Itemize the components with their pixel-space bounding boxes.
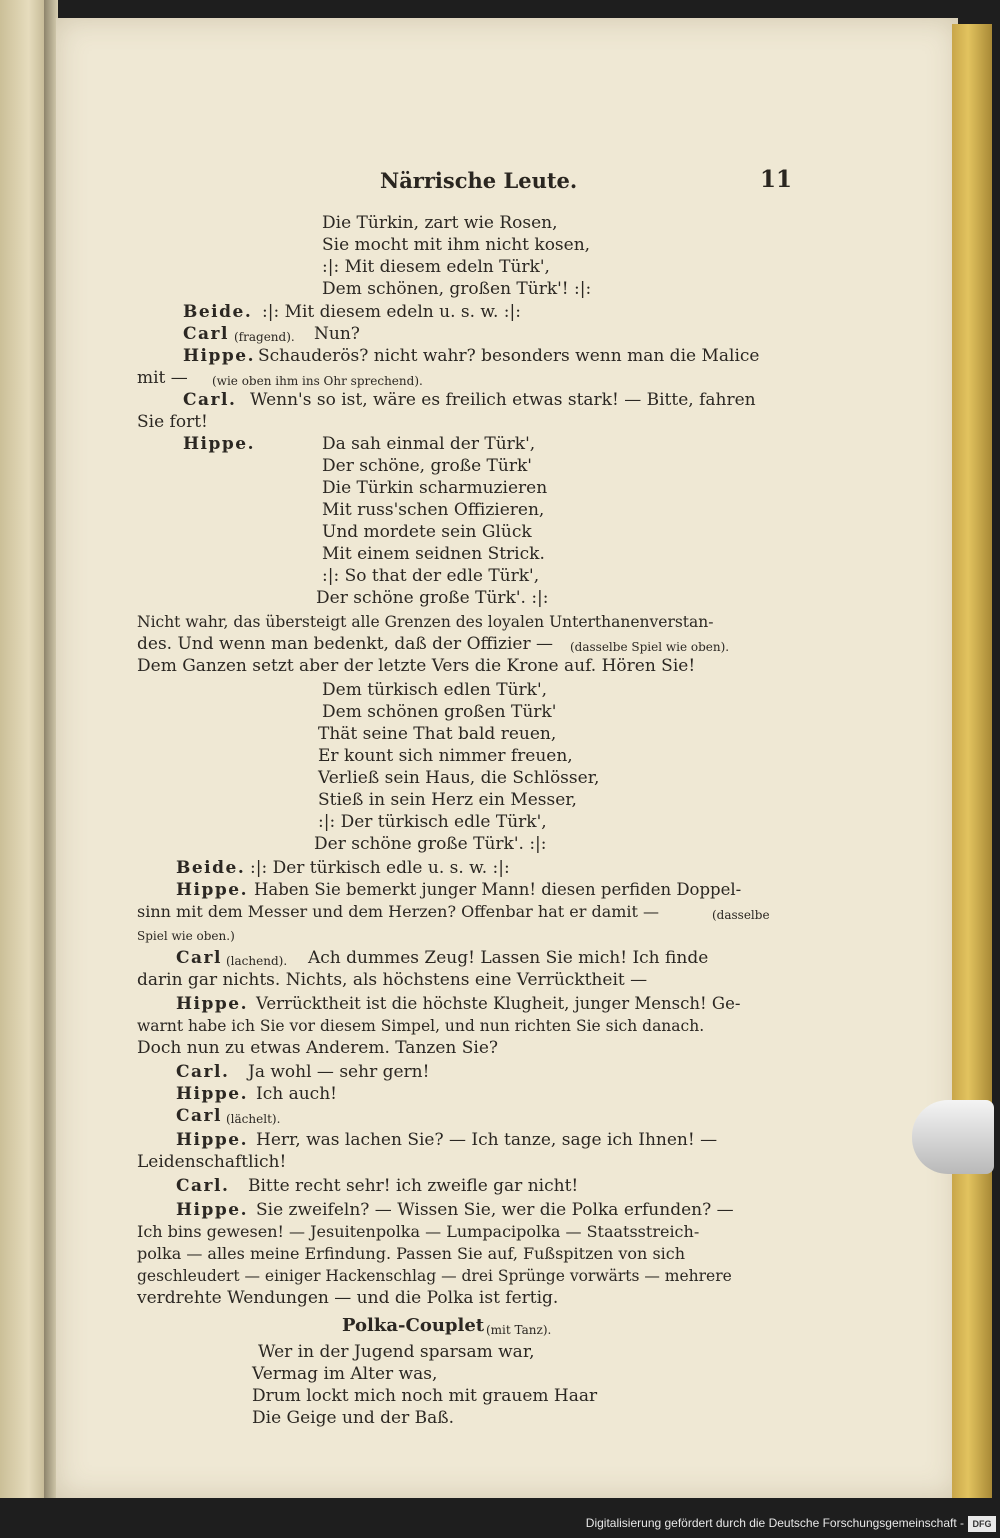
verse-line: Der schöne, große Türk'	[322, 456, 532, 476]
verse-line: Thät seine That bald reuen,	[318, 724, 557, 744]
verse-line: Mit einem seidnen Strick.	[322, 544, 545, 564]
verse-line: Die Türkin scharmuzieren	[322, 478, 548, 498]
verse-line: Dem türkisch edlen Türk',	[322, 680, 548, 700]
stage-direction: (dasselbe	[712, 908, 770, 922]
verse-line: Wer in der Jugend sparsam war,	[258, 1342, 535, 1362]
stage-direction: (wie oben ihm ins Ohr sprechend).	[212, 374, 423, 388]
speaker-name: Hippe.	[183, 346, 256, 366]
dialogue-text: Leidenschaftlich!	[137, 1152, 287, 1172]
speaker-name: Carl	[176, 1106, 222, 1126]
speaker-name: Hippe.	[176, 880, 249, 900]
verse-line: Er kount sich nimmer freuen,	[318, 746, 573, 766]
facing-page-edge	[0, 0, 48, 1538]
speaker-name: Carl	[176, 948, 222, 968]
dialogue-text: Verrücktheit ist die höchste Klugheit, junger Mensch! Ge-	[256, 994, 741, 1013]
speaker-name: Carl.	[176, 1176, 230, 1196]
speaker-name: Hippe.	[176, 1084, 249, 1104]
dialogue-text: sinn mit dem Messer und dem Herzen? Offenbar hat er damit —	[137, 902, 660, 921]
dialogue-text: Nun?	[314, 324, 360, 344]
stage-direction: (lachend).	[226, 954, 288, 968]
running-head-title: Närrische Leute.	[380, 168, 578, 193]
dialogue-text: Doch nun zu etwas Anderem. Tanzen Sie?	[137, 1038, 499, 1058]
dialogue-text: darin gar nichts. Nichts, als höchstens eine Verrücktheit —	[137, 970, 648, 990]
verse-line: Sie mocht mit ihm nicht kosen,	[322, 235, 591, 255]
stage-direction: (mit Tanz).	[486, 1323, 552, 1337]
dialogue-text: geschleudert — einiger Hackenschlag — drei Sprünge vorwärts — mehrere	[137, 1267, 732, 1285]
dfg-logo: DFG	[968, 1516, 996, 1532]
dialogue-text: Herr, was lachen Sie? — Ich tanze, sage ich Ihnen! —	[256, 1130, 718, 1150]
page-edge-stack	[952, 24, 992, 1498]
dialogue-text: Sie fort!	[137, 412, 208, 432]
verse-line: :|: Der türkisch edle Türk',	[318, 812, 547, 832]
verse-line: :|: So that der edle Türk',	[322, 566, 540, 586]
funding-credit: Digitalisierung gefördert durch die Deutsche Forschungsgemeinschaft -	[585, 1516, 964, 1530]
verse-line: Mit russ'schen Offizieren,	[322, 500, 545, 520]
dialogue-text: :|: Mit diesem edeln u. s. w. :|:	[262, 302, 521, 322]
verse-line: Vermag im Alter was,	[252, 1364, 438, 1384]
prose-line: Dem Ganzen setzt aber der letzte Vers die Krone auf. Hören Sie!	[137, 656, 696, 676]
dialogue-text: :|: Der türkisch edle u. s. w. :|:	[250, 858, 510, 878]
stage-direction: (dasselbe Spiel wie oben).	[570, 640, 730, 654]
speaker-name: Hippe.	[183, 434, 256, 454]
page-number: 11	[760, 166, 793, 193]
page-clip	[912, 1100, 994, 1174]
verse-line: Stieß in sein Herz ein Messer,	[318, 790, 577, 810]
verse-line: Dem schönen, großen Türk'! :|:	[322, 279, 592, 299]
speaker-name: Hippe.	[176, 1130, 249, 1150]
dialogue-text: Wenn's so ist, wäre es freilich etwas stark! — Bitte, fahren	[250, 390, 756, 410]
verse-line: Und mordete sein Glück	[322, 522, 532, 542]
dialogue-text: Schauderös? nicht wahr? besonders wenn man die Malice	[258, 346, 760, 366]
verse-line: Verließ sein Haus, die Schlösser,	[318, 768, 600, 788]
dialogue-text: Bitte recht sehr! ich zweifle gar nicht!	[248, 1176, 579, 1196]
speaker-name: Carl	[183, 324, 229, 344]
dialogue-text: Ich auch!	[256, 1084, 337, 1104]
dialogue-text: Sie zweifeln? — Wissen Sie, wer die Polka erfunden? —	[256, 1200, 734, 1220]
dialogue-text: Ja wohl — sehr gern!	[248, 1062, 430, 1082]
verse-line: Die Geige und der Baß.	[252, 1408, 454, 1428]
dialogue-text: verdrehte Wendungen — und die Polka ist fertig.	[137, 1288, 559, 1308]
verse-line: :|: Mit diesem edeln Türk',	[322, 257, 550, 277]
verse-line: Dem schönen großen Türk'	[322, 702, 557, 722]
dialogue-text: polka — alles meine Erfindung. Passen Sie auf, Fußspitzen von sich	[137, 1244, 686, 1263]
verse-line: Drum lockt mich noch mit grauem Haar	[252, 1386, 598, 1406]
speaker-name: Beide.	[183, 302, 253, 322]
song-heading: Polka-Couplet	[342, 1315, 485, 1336]
dialogue-text: mit —	[137, 368, 188, 388]
prose-line: Nicht wahr, das übersteigt alle Grenzen des loyalen Unterthanenverstan-	[137, 613, 714, 631]
stage-direction: Spiel wie oben.)	[137, 929, 235, 943]
prose-line: des. Und wenn man bedenkt, daß der Offizier —	[137, 634, 554, 654]
stage-direction: (lächelt).	[226, 1112, 281, 1126]
speaker-name: Beide.	[176, 858, 246, 878]
verse-line: Die Türkin, zart wie Rosen,	[322, 213, 558, 233]
verse-line: Der schöne große Türk'. :|:	[316, 588, 549, 608]
speaker-name: Hippe.	[176, 1200, 249, 1220]
dialogue-text: Haben Sie bemerkt junger Mann! diesen perfiden Doppel-	[254, 880, 742, 899]
stage-direction: (fragend).	[234, 330, 295, 344]
dialogue-text: Ich bins gewesen! — Jesuitenpolka — Lumpacipolka — Staatsstreich-	[137, 1222, 700, 1241]
verse-line: Der schöne große Türk'. :|:	[314, 834, 547, 854]
speaker-name: Carl.	[176, 1062, 230, 1082]
dialogue-text: warnt habe ich Sie vor diesem Simpel, und nun richten Sie sich danach.	[137, 1017, 705, 1035]
speaker-name: Carl.	[183, 390, 237, 410]
speaker-name: Hippe.	[176, 994, 249, 1014]
dialogue-text: Ach dummes Zeug! Lassen Sie mich! Ich finde	[308, 948, 709, 968]
verse-line: Da sah einmal der Türk',	[322, 434, 536, 454]
